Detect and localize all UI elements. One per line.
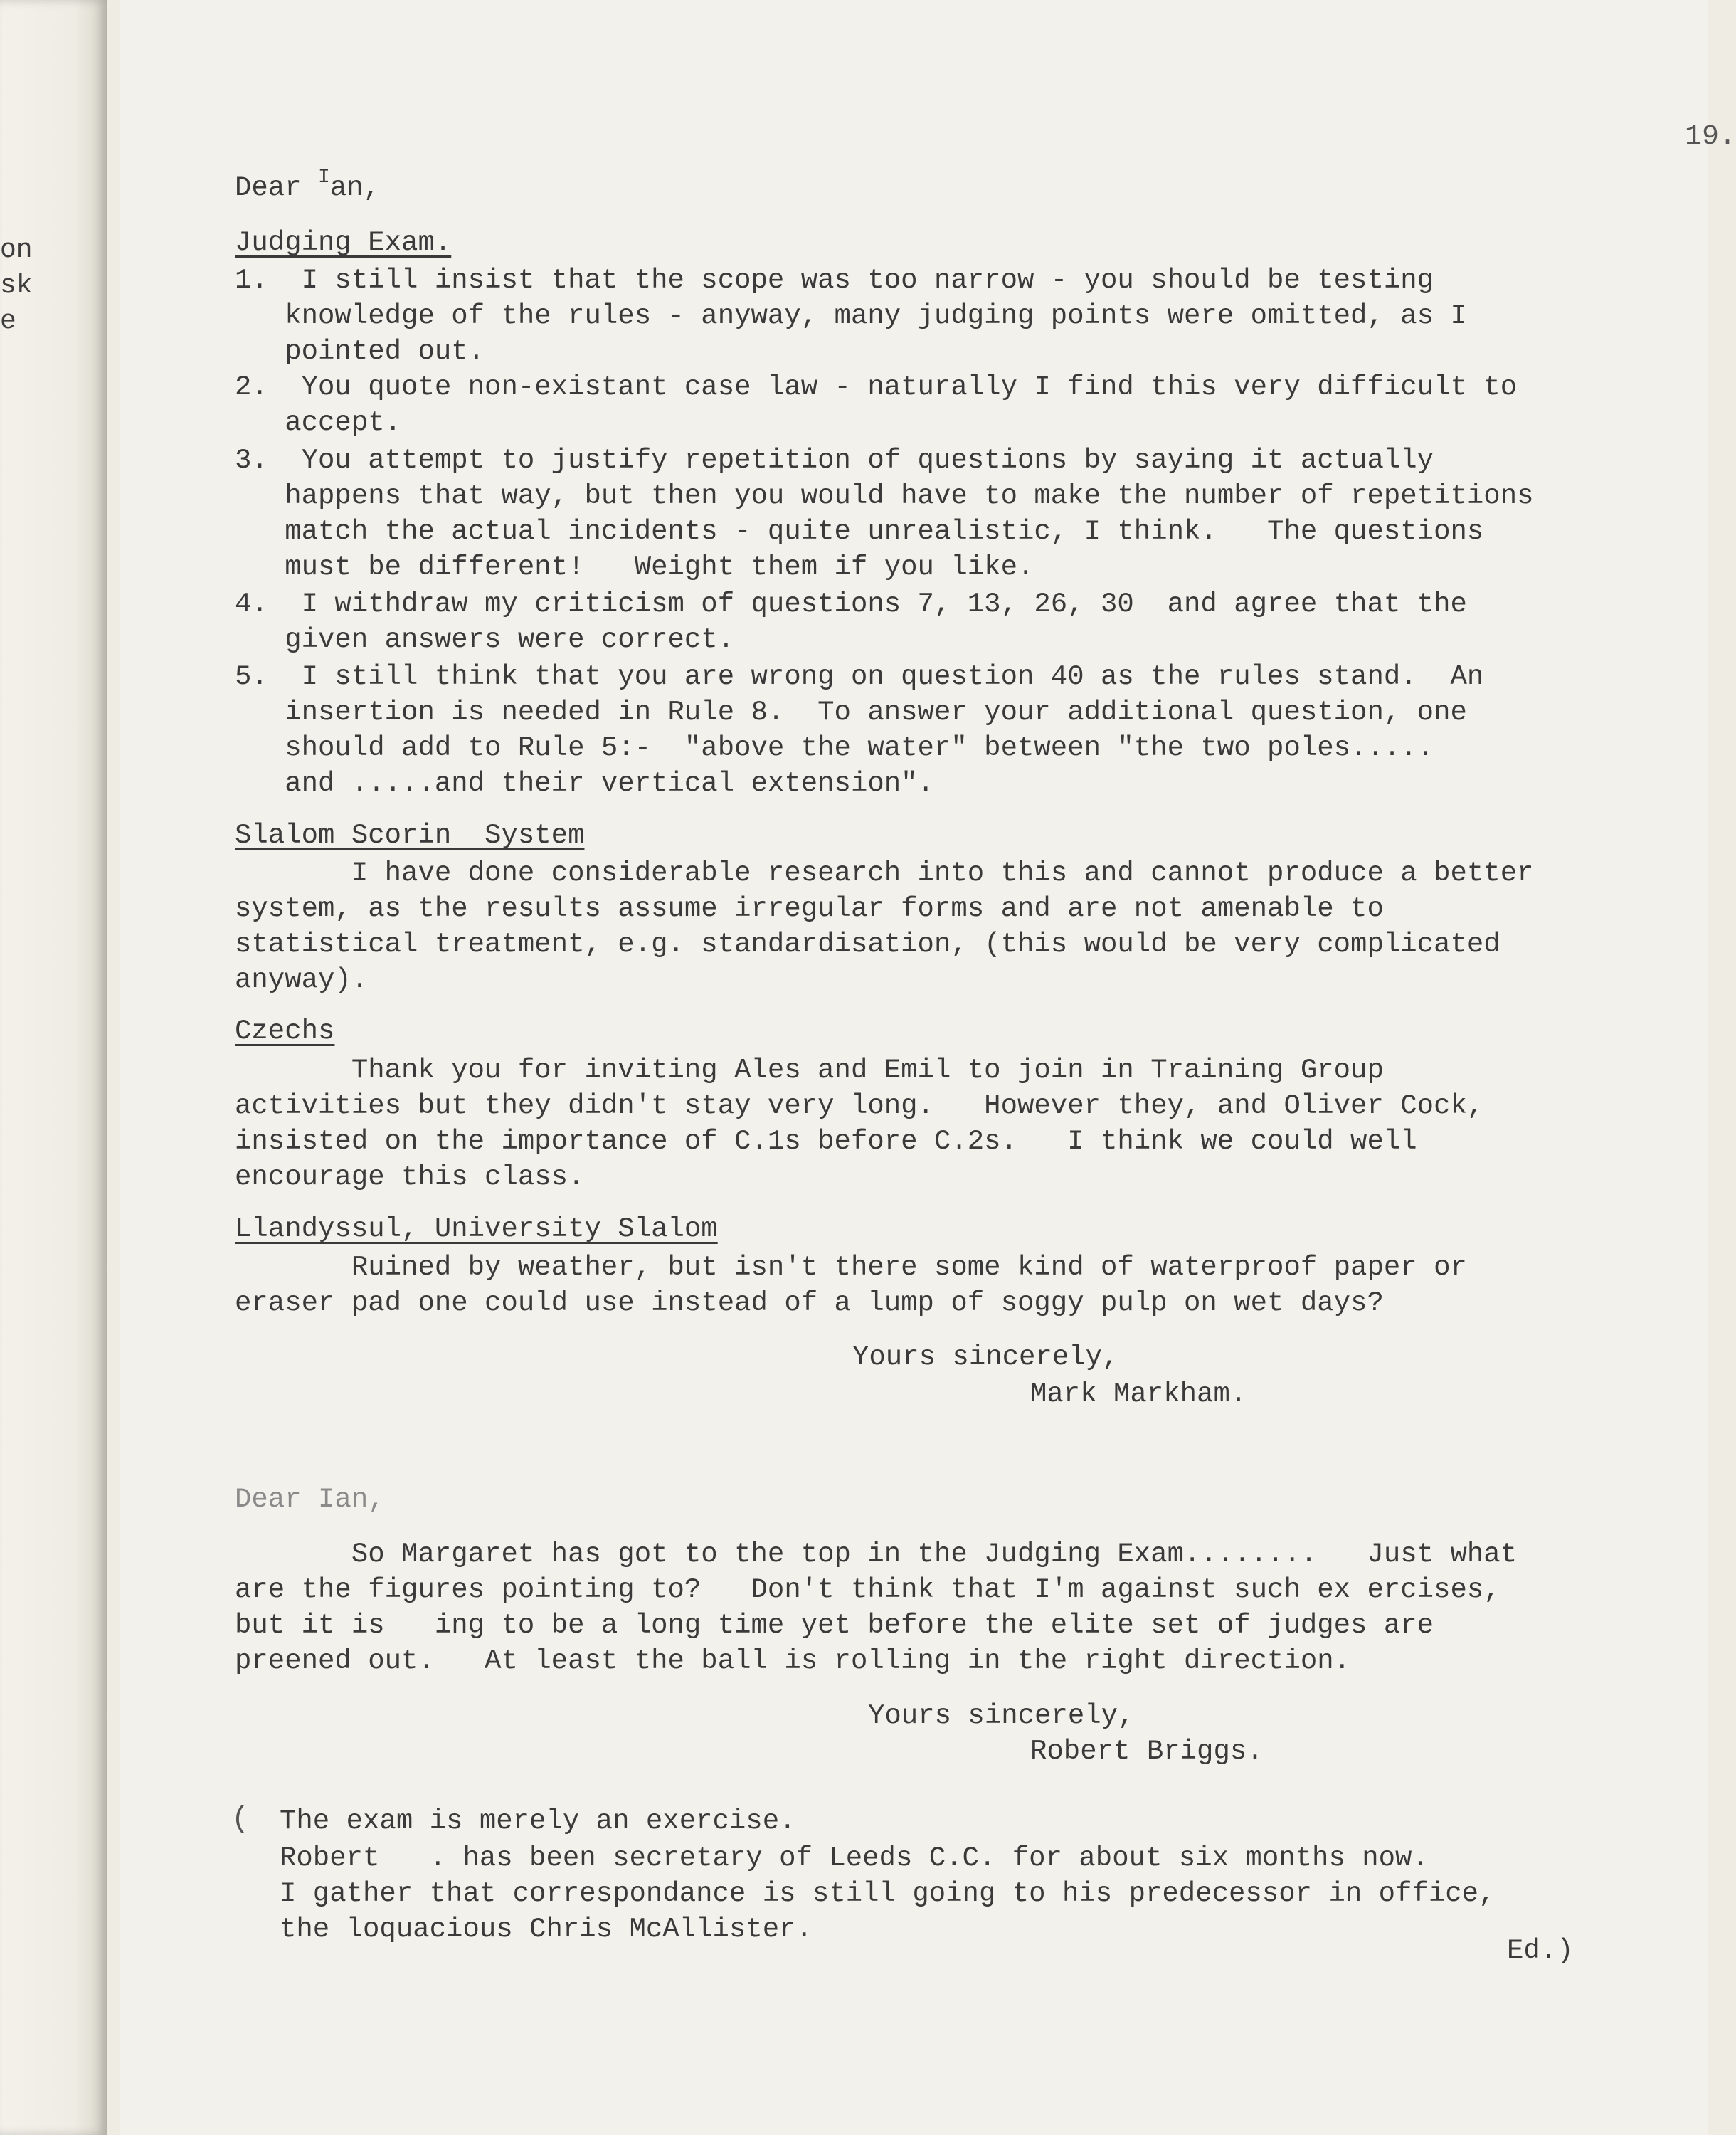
item-5-line-4: and .....and their vertical extension". (235, 768, 934, 799)
item-3-line-4: must be different! Weight them if you like. (235, 552, 1034, 583)
item-4-line-1: 4. I withdraw my criticism of questions 7, 13, 26, 30 and agree that the (235, 589, 1467, 620)
item-3-line-3: match the actual incidents - quite unrealistic, I think. The questions (235, 516, 1484, 547)
signature-2: Robert Briggs. (1030, 1736, 1264, 1767)
page-number: 19. (1685, 121, 1736, 153)
editor-note-line-2: Robert . has been secretary of Leeds C.C. for about six months now. (280, 1843, 1429, 1874)
salutation-2: Dear Ian, (235, 1484, 385, 1515)
editor-note-line-1: The exam is merely an exercise. (280, 1805, 796, 1837)
slalom-line-4: anyway). (235, 964, 369, 996)
item-3-line-1: 3. You attempt to justify repetition of questions by saying it actually (235, 445, 1434, 476)
signature-1: Mark Markham. (1030, 1378, 1247, 1410)
item-3-line-2: happens that way, but then you would have to make the number of repetitions (235, 480, 1534, 512)
item-1-line-3: pointed out. (235, 336, 485, 367)
item-1-line-2: knowledge of the rules - anyway, many judging points were omitted, as I (235, 300, 1467, 332)
llandyssul-line-1: Ruined by weather, but isn't there some kind of waterproof paper or (235, 1252, 1467, 1283)
heading-llandyssul: Llandyssul, University Slalom (235, 1213, 718, 1245)
czechs-line-4: encourage this class. (235, 1161, 585, 1193)
heading-czechs: Czechs (235, 1016, 335, 1047)
czechs-line-1: Thank you for inviting Ales and Emil to join in Training Group (235, 1055, 1384, 1086)
adjacent-page-fragment: e (0, 306, 16, 337)
editor-note-line-3: I gather that correspondance is still going to his predecessor in office, (280, 1878, 1496, 1909)
item-5-line-1: 5. I still think that you are wrong on question 40 as the rules stand. An (235, 661, 1484, 692)
item-2-line-2: accept. (235, 407, 402, 438)
adjacent-page-fragment: sk (0, 270, 33, 301)
czechs-line-3: insisted on the importance of C.1s before C.2s. I think we could well (235, 1126, 1417, 1157)
slalom-line-3: statistical treatment, e.g. standardisation, (this would be very complicated (235, 929, 1501, 960)
closing-1: Yours sincerely, (852, 1341, 1119, 1373)
letter2-line-3: but it is ing to be a long time yet before the elite set of judges are (235, 1610, 1434, 1641)
editor-note-open-paren: ( (231, 1802, 250, 1836)
salutation-1: Dear $^I$an, (235, 167, 381, 204)
letter2-line-1: So Margaret has got to the top in the Judging Exam........ Just what (235, 1539, 1518, 1570)
letter2-line-2: are the figures pointing to? Don't think that I'm against such ex ercises, (235, 1574, 1501, 1606)
item-5-line-2: insertion is needed in Rule 8. To answer your additional question, one (235, 697, 1467, 728)
editor-note-line-4: the loquacious Chris McAllister. (280, 1914, 813, 1945)
heading-judging-exam: Judging Exam. (235, 227, 452, 258)
closing-2: Yours sincerely, (868, 1700, 1135, 1731)
document-page (120, 0, 1736, 2135)
czechs-line-2: activities but they didn't stay very long. However they, and Oliver Cock, (235, 1090, 1484, 1122)
item-1-line-1: 1. I still insist that the scope was too narrow - you should be testing (235, 265, 1434, 296)
letter2-line-4: preened out. At least the ball is rolling in the right direction. (235, 1645, 1351, 1677)
slalom-line-2: system, as the results assume irregular forms and are not amenable to (235, 893, 1384, 924)
slalom-line-1: I have done considerable research into this and cannot produce a better (235, 858, 1534, 889)
adjacent-page-edge (0, 0, 107, 2135)
item-4-line-2: given answers were correct. (235, 624, 735, 655)
item-2-line-1: 2. You quote non-existant case law - naturally I find this very difficult to (235, 371, 1518, 403)
llandyssul-line-2: eraser pad one could use instead of a lump of soggy pulp on wet days? (235, 1287, 1384, 1319)
item-5-line-3: should add to Rule 5:- "above the water" between "the two poles..... (235, 732, 1434, 764)
heading-slalom-scoring: Slalom Scorin System (235, 820, 585, 851)
editor-signoff: Ed.) (1507, 1935, 1574, 1966)
adjacent-page-fragment: on (0, 235, 33, 265)
